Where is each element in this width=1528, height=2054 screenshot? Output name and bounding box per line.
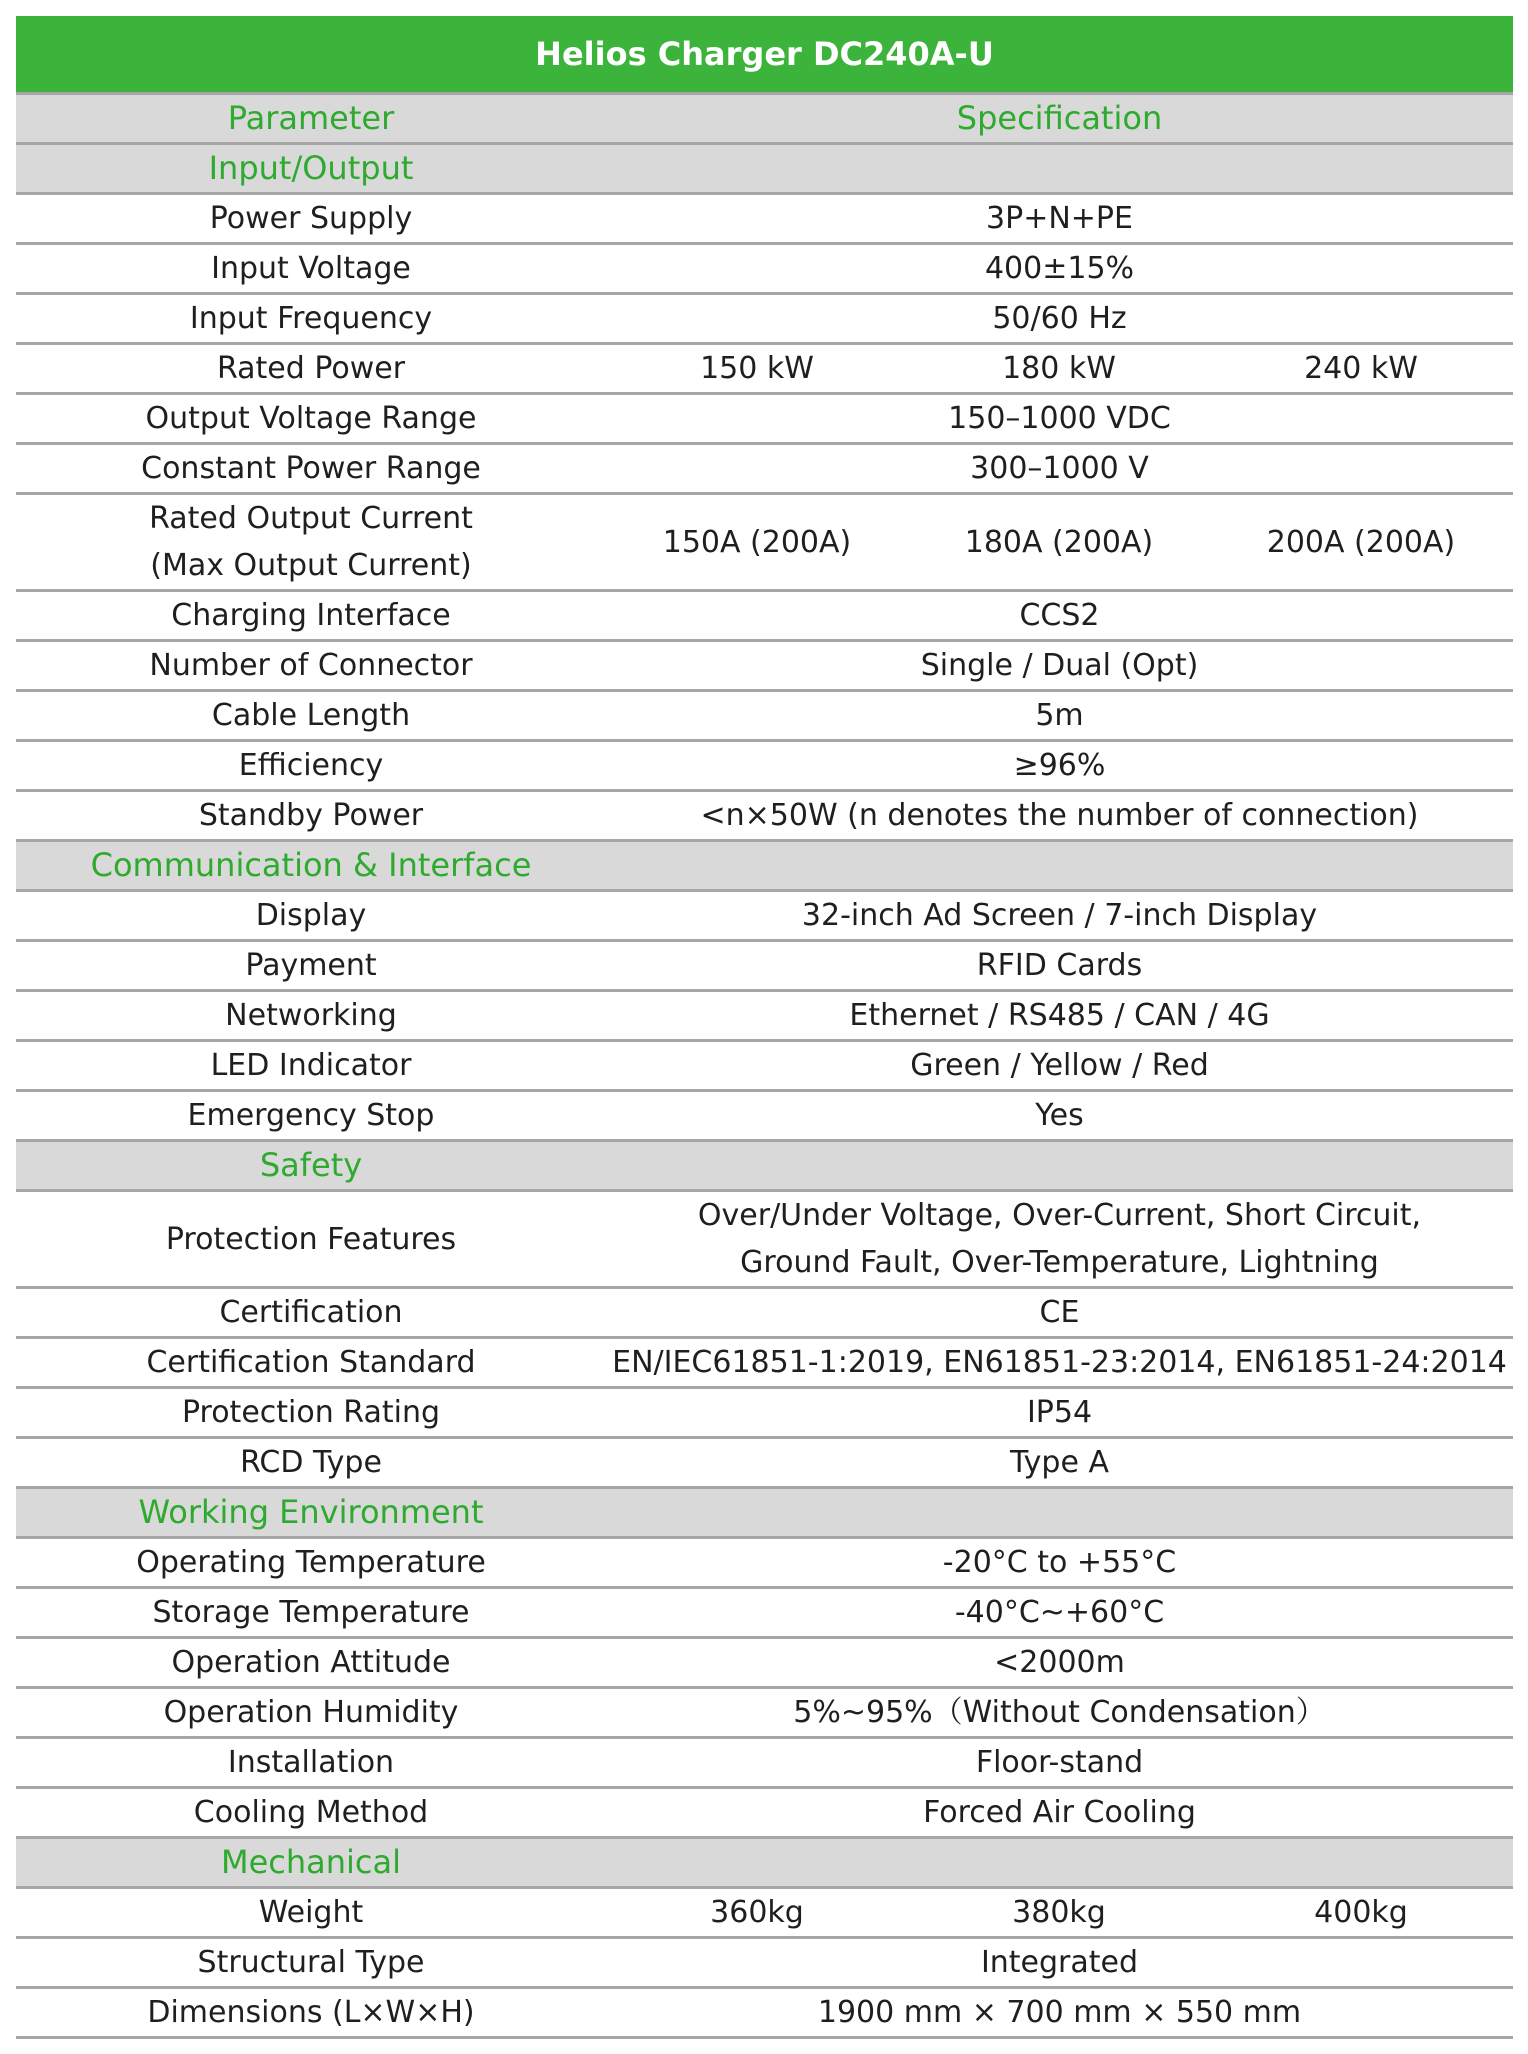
- specification-cell: [606, 1739, 1513, 1786]
- column-header-row: [16, 95, 1513, 145]
- specification-cell: [606, 642, 1513, 689]
- parameter-cell: [16, 1042, 606, 1089]
- parameter-cell: [16, 445, 606, 492]
- parameter-cell: [16, 245, 606, 292]
- parameter-cell: [16, 892, 606, 939]
- specification-cell: [606, 1939, 1513, 1986]
- table-row: [16, 1289, 1513, 1339]
- parameter-label: Cooling Method: [193, 1795, 429, 1830]
- table-row: [16, 1439, 1513, 1489]
- spec-variant-cell: 150 kW: [700, 351, 814, 386]
- spec-variant-cell: 200A (200A): [1266, 524, 1456, 560]
- specification-value: EN/IEC61851-1:2019, EN61851-23:2014, EN61851-24:2014: [612, 1345, 1507, 1380]
- parameter-label: Rated Power: [216, 351, 406, 386]
- parameter-cell: [16, 792, 606, 839]
- parameter-cell: [16, 195, 606, 242]
- parameter-cell: [16, 1439, 606, 1486]
- table-row: [16, 792, 1513, 842]
- spec-variant-cell: 380kg: [1012, 1895, 1106, 1930]
- parameter-cell: [16, 395, 606, 442]
- spec-variant-cell: 400kg: [1314, 1895, 1408, 1930]
- section-row: [16, 1839, 1513, 1889]
- specification-value: 5%~95%（Without Condensation）: [793, 1695, 1326, 1730]
- specification-cell: [606, 1439, 1513, 1486]
- specification-value: Yes: [1035, 1098, 1084, 1133]
- parameter-label-line2: (Max Output Current): [150, 548, 472, 583]
- specification-cell: [606, 1689, 1513, 1736]
- parameter-label: Output Voltage Range: [145, 401, 477, 436]
- table-row: [16, 1539, 1513, 1589]
- specification-cell: [606, 992, 1513, 1039]
- spec-variant-cell: 180A (200A): [964, 524, 1154, 560]
- specification-value: Forced Air Cooling: [923, 1795, 1196, 1830]
- table-row: [16, 1689, 1513, 1739]
- table-row: [16, 245, 1513, 295]
- specification-value: Green / Yellow / Red: [910, 1048, 1209, 1083]
- parameter-cell: [16, 1289, 606, 1336]
- parameter-label: Input Voltage: [211, 251, 411, 286]
- parameter-cell: [16, 992, 606, 1039]
- parameter-label: Operation Humidity: [163, 1695, 459, 1730]
- parameter-label: Emergency Stop: [187, 1098, 435, 1133]
- specification-cell: [606, 892, 1513, 939]
- specification-value: IP54: [1026, 1395, 1093, 1430]
- section-row: [16, 145, 1513, 195]
- table-row: [16, 942, 1513, 992]
- specification-cell: [606, 1639, 1513, 1686]
- table-row: [16, 1989, 1513, 2039]
- table-row: [16, 992, 1513, 1042]
- specification-value: -20°C to +55°C: [942, 1545, 1177, 1580]
- spec-variant-cell: 240 kW: [1304, 351, 1418, 386]
- specification-value: Floor-stand: [975, 1745, 1144, 1780]
- parameter-label: Cable Length: [211, 698, 411, 733]
- specification-cell: [606, 1289, 1513, 1336]
- specification-cell: [606, 742, 1513, 789]
- specification-value: Single / Dual (Opt): [920, 648, 1199, 683]
- parameter-cell: [16, 742, 606, 789]
- specification-value: 300–1000 V: [970, 451, 1149, 486]
- table-row: [16, 1192, 1513, 1289]
- parameter-label: Protection Rating: [181, 1395, 441, 1430]
- parameter-label: Operation Attitude: [171, 1645, 451, 1680]
- table-row: [16, 1939, 1513, 1989]
- parameter-label: Input Frequency: [189, 301, 433, 336]
- specification-cell: [606, 692, 1513, 739]
- specification-value: ≥96%: [1013, 748, 1106, 783]
- specification-cell: [606, 245, 1513, 292]
- parameter-cell: [16, 1639, 606, 1686]
- specification-value: -40°C~+60°C: [954, 1595, 1165, 1630]
- parameter-cell: [16, 1389, 606, 1436]
- specification-value: CCS2: [1019, 598, 1100, 633]
- specification-cell: [606, 1092, 1513, 1139]
- parameter-cell: [16, 942, 606, 989]
- parameter-label: Installation: [227, 1745, 395, 1780]
- specification-cell: [606, 942, 1513, 989]
- parameter-cell: [16, 642, 606, 689]
- parameter-cell: [16, 692, 606, 739]
- section-row: [16, 1489, 1513, 1539]
- parameter-cell: [16, 1739, 606, 1786]
- parameter-label: Constant Power Range: [141, 451, 481, 486]
- column-header-parameter: Parameter: [227, 99, 395, 137]
- parameter-cell: [16, 495, 606, 589]
- spec-sheet: [16, 16, 1513, 2039]
- parameter-label: Rated Output Current: [149, 501, 473, 536]
- specification-value: CE: [1039, 1295, 1080, 1330]
- table-row: [16, 345, 1513, 395]
- section-title: Communication & Interface: [90, 846, 532, 884]
- table-row: [16, 495, 1513, 592]
- specification-cell: [606, 195, 1513, 242]
- specification-cell: [606, 445, 1513, 492]
- table-row: [16, 1739, 1513, 1789]
- specification-cell: [606, 1389, 1513, 1436]
- parameter-cell: [16, 1339, 606, 1386]
- spec-variant-cell: 150A (200A): [662, 524, 852, 560]
- parameter-cell: [16, 1989, 606, 2036]
- column-header-specification: Specification: [956, 99, 1163, 137]
- table-row: [16, 1789, 1513, 1839]
- table-row: [16, 295, 1513, 345]
- spec-table-body: [16, 145, 1513, 2039]
- specification-value: 400±15%: [984, 251, 1135, 286]
- parameter-cell: [16, 1889, 606, 1936]
- specification-value: 1900 mm × 700 mm × 550 mm: [817, 1995, 1302, 2030]
- parameter-cell: [16, 345, 606, 392]
- section-row: [16, 842, 1513, 892]
- table-row: [16, 445, 1513, 495]
- table-row: [16, 1389, 1513, 1439]
- specification-cell: [606, 395, 1513, 442]
- parameter-label: Networking: [225, 998, 397, 1033]
- table-row: [16, 1639, 1513, 1689]
- parameter-label: Storage Temperature: [152, 1595, 470, 1630]
- specification-cell: [606, 1789, 1513, 1836]
- parameter-label: Number of Connector: [149, 648, 473, 683]
- specification-cell: [606, 1339, 1513, 1386]
- parameter-cell: [16, 295, 606, 342]
- specification-value: <2000m: [994, 1645, 1125, 1680]
- table-row: [16, 592, 1513, 642]
- spec-variant-cell: 180 kW: [1002, 351, 1116, 386]
- specification-value: 150–1000 VDC: [948, 401, 1171, 436]
- parameter-label: Certification: [219, 1295, 403, 1330]
- specification-cell: [606, 1192, 1513, 1286]
- parameter-cell: [16, 1939, 606, 1986]
- parameter-label: Charging Interface: [171, 598, 451, 633]
- parameter-cell: [16, 1789, 606, 1836]
- parameter-cell: [16, 592, 606, 639]
- specification-cell: [606, 1989, 1513, 2036]
- table-row: [16, 1042, 1513, 1092]
- parameter-label: LED Indicator: [210, 1048, 412, 1083]
- spec-variant-cell: 360kg: [710, 1895, 804, 1930]
- section-row: [16, 1142, 1513, 1192]
- specification-cell: [606, 1589, 1513, 1636]
- table-row: [16, 1092, 1513, 1142]
- table-row: [16, 1889, 1513, 1939]
- specification-value: Over/Under Voltage, Over-Current, Short Circuit,: [697, 1198, 1422, 1233]
- parameter-label: Weight: [258, 1895, 364, 1930]
- parameter-cell: [16, 1539, 606, 1586]
- parameter-label: Certification Standard: [146, 1345, 476, 1380]
- section-title: Mechanical: [220, 1843, 402, 1881]
- table-row: [16, 1589, 1513, 1639]
- specification-value: 5m: [1035, 698, 1084, 733]
- specification-value: 50/60 Hz: [992, 301, 1127, 336]
- parameter-label: Protection Features: [165, 1221, 457, 1257]
- parameter-label: RCD Type: [240, 1445, 382, 1480]
- specification-value: <n×50W (n denotes the number of connection): [700, 798, 1419, 833]
- parameter-label: Payment: [245, 948, 377, 983]
- table-row: [16, 195, 1513, 245]
- section-title: Working Environment: [138, 1493, 484, 1531]
- specification-cell: [606, 792, 1513, 839]
- specification-cell: [606, 1042, 1513, 1089]
- parameter-label: Efficiency: [238, 748, 384, 783]
- section-title: Input/Output: [208, 149, 414, 187]
- table-row: [16, 1339, 1513, 1389]
- parameter-label: Power Supply: [209, 201, 413, 236]
- parameter-label: Structural Type: [197, 1945, 425, 1980]
- specification-value: Type A: [1010, 1445, 1109, 1480]
- specification-cell: [606, 592, 1513, 639]
- table-row: [16, 642, 1513, 692]
- sheet-title: Helios Charger DC240A-U: [16, 16, 1513, 95]
- specification-value-line2: Ground Fault, Over-Temperature, Lightning: [740, 1245, 1379, 1280]
- specification-value: 3P+N+PE: [986, 201, 1133, 236]
- parameter-cell: [16, 1092, 606, 1139]
- table-row: [16, 692, 1513, 742]
- parameter-label: Dimensions (L×W×H): [147, 1995, 475, 2030]
- section-title: Safety: [259, 1146, 363, 1184]
- parameter-label: Operating Temperature: [136, 1545, 486, 1580]
- specification-value: 32-inch Ad Screen / 7-inch Display: [801, 898, 1318, 933]
- specification-value: Ethernet / RS485 / CAN / 4G: [849, 998, 1270, 1033]
- parameter-cell: [16, 1689, 606, 1736]
- table-row: [16, 892, 1513, 942]
- parameter-cell: [16, 1216, 606, 1263]
- parameter-label: Display: [255, 898, 367, 933]
- table-row: [16, 742, 1513, 792]
- parameter-label: Standby Power: [198, 798, 424, 833]
- specification-cell: [606, 1539, 1513, 1586]
- table-row: [16, 395, 1513, 445]
- specification-cell: [606, 295, 1513, 342]
- parameter-cell: [16, 1589, 606, 1636]
- specification-value: RFID Cards: [976, 948, 1143, 983]
- specification-value: Integrated: [980, 1945, 1139, 1980]
